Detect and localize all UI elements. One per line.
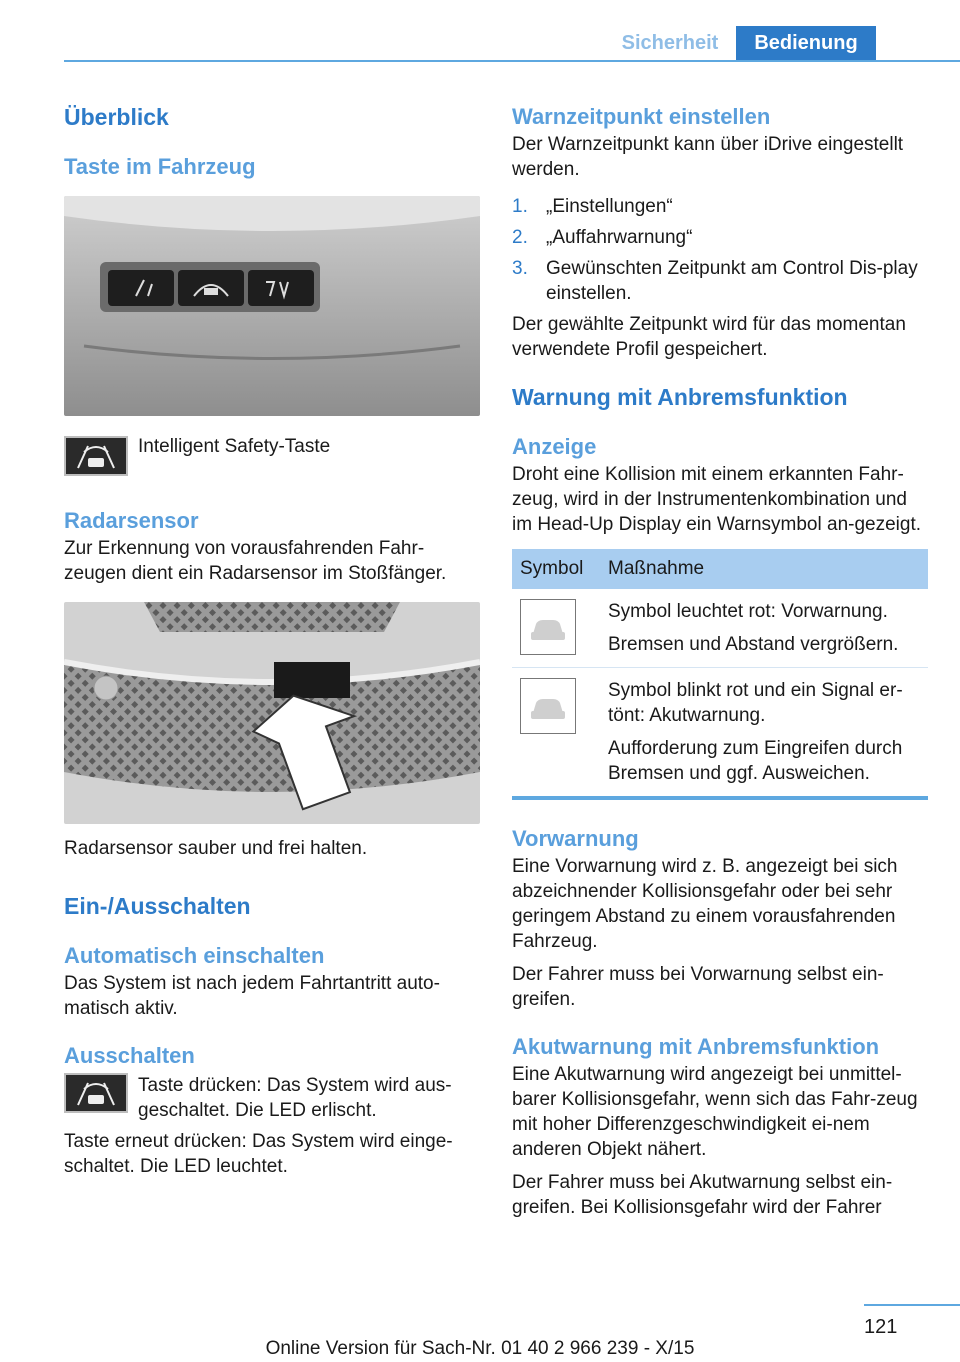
row-line: Aufforderung zum Eingreifen durch Bremsen und ggf. Ausweichen. — [608, 738, 903, 784]
heading-display: Anzeige — [512, 434, 597, 459]
button-caption-row — [64, 436, 480, 476]
radar-note: Radarsensor sauber und frei halten. — [64, 838, 368, 859]
step-text: Gewünschten Zeitpunkt am Control Dis‐play einstellen. — [546, 258, 918, 304]
acute-driver-text: Der Fahrer muss bei Akutwarnung selbst ein‐greifen. Bei Kollisionsgefahr wird der Fahrer — [512, 1172, 893, 1218]
row-line: Bremsen und Abstand vergrößern. — [608, 634, 899, 655]
auto-on-text: Das System ist nach jedem Fahrtantritt auto‐matisch aktiv. — [64, 973, 440, 1019]
right-column — [512, 100, 928, 1220]
table-header — [512, 549, 928, 589]
acute-warning-text: Eine Akutwarnung wird angezeigt bei unmittel‐barer Kollisionsgefahr, wenn sich das Fahr‐zeug mit hoher Differenzgeschwindigkeit ei‐nem anderen Objekt nähert. — [512, 1064, 918, 1160]
heading-off: Ausschalten — [64, 1043, 195, 1068]
tab-sicherheit[interactable]: Sicherheit — [621, 32, 719, 54]
heading-on-off: Ein-/Ausschalten — [64, 893, 251, 919]
list-item — [512, 225, 928, 250]
row-line: Symbol leuchtet rot: Vorwarnung. — [608, 601, 888, 622]
page-number: 121 — [864, 1316, 898, 1338]
heading-prewarning: Vorwarnung — [512, 826, 639, 851]
step-text: „Einstellungen“ — [546, 196, 673, 217]
header-rule — [64, 60, 960, 62]
footer-line: Online Version für Sach-Nr. 01 40 2 966 239 - X/15 — [265, 1338, 695, 1359]
footer-rule — [864, 1304, 960, 1306]
button-photo — [64, 196, 480, 416]
car-warning-icon — [520, 599, 576, 655]
list-item — [512, 256, 928, 306]
col-symbol: Symbol — [512, 549, 600, 589]
steps-list — [512, 194, 928, 306]
off-row — [64, 1073, 480, 1123]
step-number: 2. — [512, 227, 528, 248]
step-text: „Auffahrwarnung“ — [546, 227, 693, 248]
intelligent-safety-button-icon — [64, 1073, 128, 1113]
symbol-table — [512, 549, 928, 800]
col-action: Maßnahme — [600, 549, 928, 589]
table-row — [512, 668, 928, 799]
symbol-cell — [512, 589, 600, 668]
list-item — [512, 194, 928, 219]
action-cell — [600, 589, 928, 668]
button-caption: Intelligent Safety-Taste — [138, 436, 331, 457]
step-number: 1. — [512, 196, 528, 217]
action-cell — [600, 668, 928, 799]
symbol-cell — [512, 668, 600, 799]
display-text: Droht eine Kollision mit einem erkannten Fahr‐zeug, wird in der Instrumentenkombination und im Head-Up Display ein Warnsymbol an‐gezeigt. — [512, 464, 922, 535]
table-row — [512, 589, 928, 668]
row-line: Symbol blinkt rot und ein Signal er‐tönt: Akutwarnung. — [608, 680, 903, 726]
prewarning-driver-text: Der Fahrer muss bei Vorwarnung selbst ein‐greifen. — [512, 964, 884, 1010]
prewarning-text: Eine Vorwarnung wird z. B. angezeigt bei sich abzeichnender Kollisionsgefahr oder bei sehr geringem Abstand zu einem vorausfahrenden Fahrzeug. — [512, 856, 898, 952]
intelligent-safety-button-icon — [64, 436, 128, 476]
page-header — [0, 0, 960, 62]
heading-overview: Überblick — [64, 104, 169, 130]
left-column — [64, 100, 480, 1179]
step-number: 3. — [512, 258, 528, 279]
heading-radar: Radarsensor — [64, 508, 199, 533]
car-warning-icon — [520, 678, 576, 734]
off-text: Taste drücken: Das System wird aus‐geschaltet. Die LED erlischt. — [138, 1075, 452, 1121]
heading-auto-on: Automatisch einschalten — [64, 943, 325, 968]
heading-acute-warning: Akutwarnung mit Anbremsfunktion — [512, 1034, 880, 1059]
heading-button: Taste im Fahrzeug — [64, 154, 256, 179]
radar-sensor-photo — [64, 602, 480, 824]
tab-bedienung[interactable]: Bedienung — [736, 26, 876, 60]
warn-time-text: Der Warnzeitpunkt kann über iDrive eingestellt werden. — [512, 134, 904, 180]
profile-text: Der gewählte Zeitpunkt wird für das momentan verwendete Profil gespeichert. — [512, 314, 906, 360]
heading-brake-warning: Warnung mit Anbremsfunktion — [512, 384, 848, 410]
heading-warn-time: Warnzeitpunkt einstellen — [512, 104, 771, 129]
radar-text: Zur Erkennung von vorausfahrenden Fahr‐zeugen dient ein Radarsensor im Stoßfänger. — [64, 538, 447, 584]
on-again-text: Taste erneut drücken: Das System wird einge‐schaltet. Die LED leuchtet. — [64, 1131, 453, 1177]
